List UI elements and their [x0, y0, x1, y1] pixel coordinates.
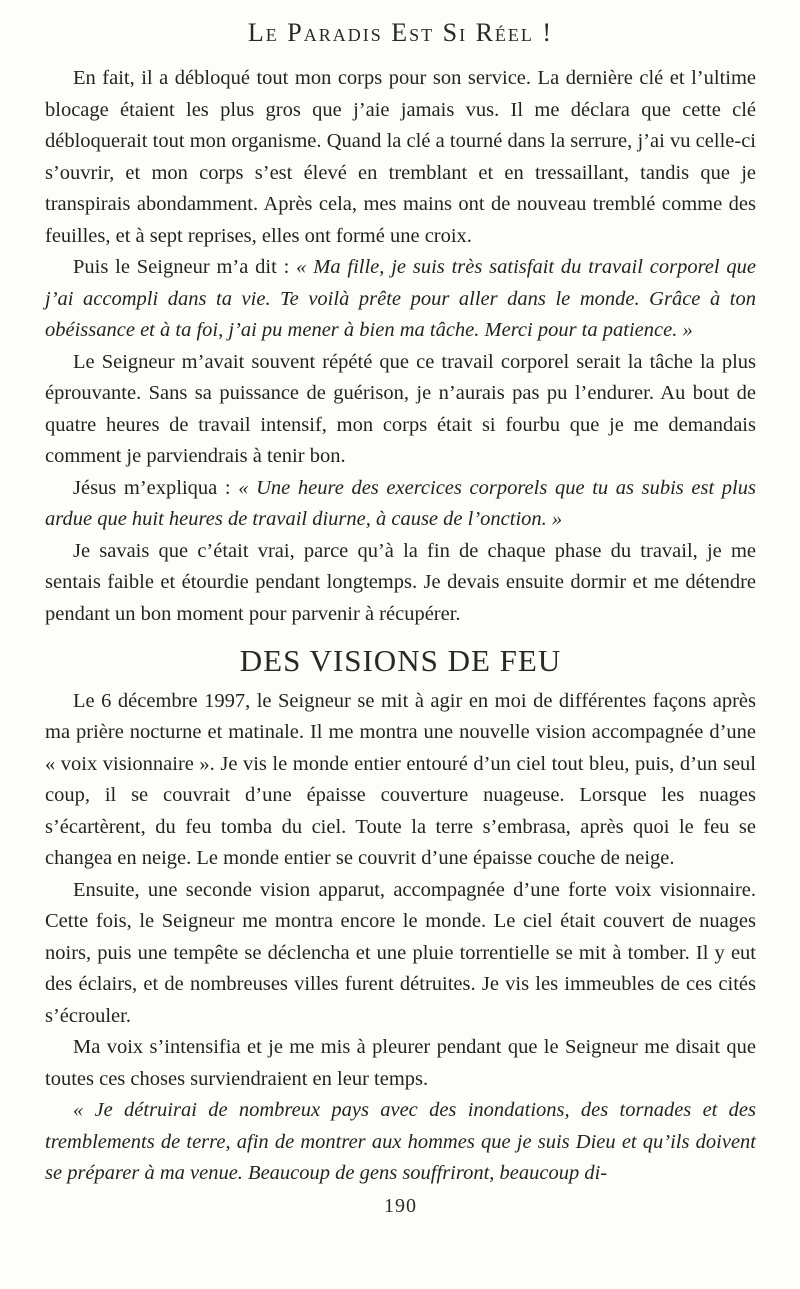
paragraph-text: Le Seigneur m’avait souvent répété que ce travail corporel serait la tâche la plus éprouvante. Sans sa puissance de guérison, je n’aurais pas pu l’endurer. Au bout de quatre heures de travail intensif, mon corps était si fourbu que je me demandais comment je parviendrais à tenir bon. [45, 350, 756, 467]
paragraph-text: Ma voix s’intensifia et je me mis à pleurer pendant que le Seigneur me disait que toutes ces choses surviendraient en leur temps. [45, 1036, 756, 1090]
paragraph-text: Jésus m’expliqua : [73, 476, 239, 499]
paragraph [45, 1095, 756, 1190]
paragraph-text: Je savais que c’était vrai, parce qu’à la fin de chaque phase du travail, je me sentais faible et étourdie pendant longtemps. Je devais ensuite dormir et me détendre pendant un bon moment pour parvenir à récupérer. [45, 539, 756, 625]
page-body [45, 63, 756, 1190]
quoted-speech: « Une heure des exercices corporels que tu as subis est plus ardue que huit heures de travail diurne, à cause de l’onction. » [45, 476, 756, 530]
paragraph [45, 252, 756, 347]
paragraph [45, 1032, 756, 1095]
paragraph [45, 536, 756, 631]
paragraph-text: En fait, il a débloqué tout mon corps pour son service. La dernière clé et l’ultime blocage étaient les plus gros que j’aie jamais vus. Il me déclara que cette clé débloquerait tout mon organisme. Quand la clé a tourné dans la serrure, j’ai vu celle-ci s’ouvrir, et mon corps s’est élevé en tremblant et en tressaillant, tandis que je transpirais abondamment. Après cela, mes mains ont de nouveau tremblé comme des feuilles, et à sept reprises, elles ont formé une croix. [45, 67, 756, 247]
paragraph-text: Puis le Seigneur m’a dit : [73, 256, 297, 278]
paragraph [45, 347, 756, 473]
page-number: 190 [384, 1194, 417, 1217]
quoted-speech: « Je détruirai de nombreux pays avec des inondations, des tornades et des tremblements de terre, afin de montrer aux hommes que je suis Dieu et qu’ils doivent se préparer à ma venue. Beaucoup de gens souffriront, beaucoup di- [45, 1099, 756, 1184]
paragraph-text: Le 6 décembre 1997, le Seigneur se mit à agir en moi de différentes façons après ma prière nocturne et matinale. Il me montra une nouvelle vision accompagnée d’une « voix visionnaire ». Je vis le monde entier entouré d’un ciel tout bleu, puis, d’un seul coup, il se couvrait d’une épaisse couverture nuageuse. Lorsque les nuages s’écartèrent, du feu tomba du ciel. Toute la terre s’embrasa, après quoi le feu se changea en neige. Le monde entier se couvrit d’une épaisse couche de neige. [45, 689, 756, 869]
paragraph [45, 473, 756, 536]
paragraph [45, 875, 756, 1033]
quoted-speech: « Ma fille, je suis très satisfait du travail corporel que j’ai accompli dans ta vie. Te voilà prête pour aller dans le monde. Grâce à ton obéissance et à ta foi, j’ai pu mener à bien ma tâche. Merci pour ta patience. » [45, 256, 757, 341]
paragraph [45, 63, 756, 252]
paragraph [45, 686, 756, 875]
running-header: Le Paradis Est Si Réel ! [247, 18, 554, 47]
paragraph-text: Ensuite, une seconde vision apparut, accompagnée d’une forte voix visionnaire. Cette fois, le Seigneur me montra encore le monde. Le ciel était couvert de nuages noirs, puis une tempête se déclencha et une pluie torrentielle se mit à tomber. Il y eut des éclairs, et de nombreuses villes furent détruites. Je vis les immeubles de ces cités s’écrouler. [45, 878, 756, 1027]
section-heading: DES VISIONS DE FEU [239, 643, 562, 678]
